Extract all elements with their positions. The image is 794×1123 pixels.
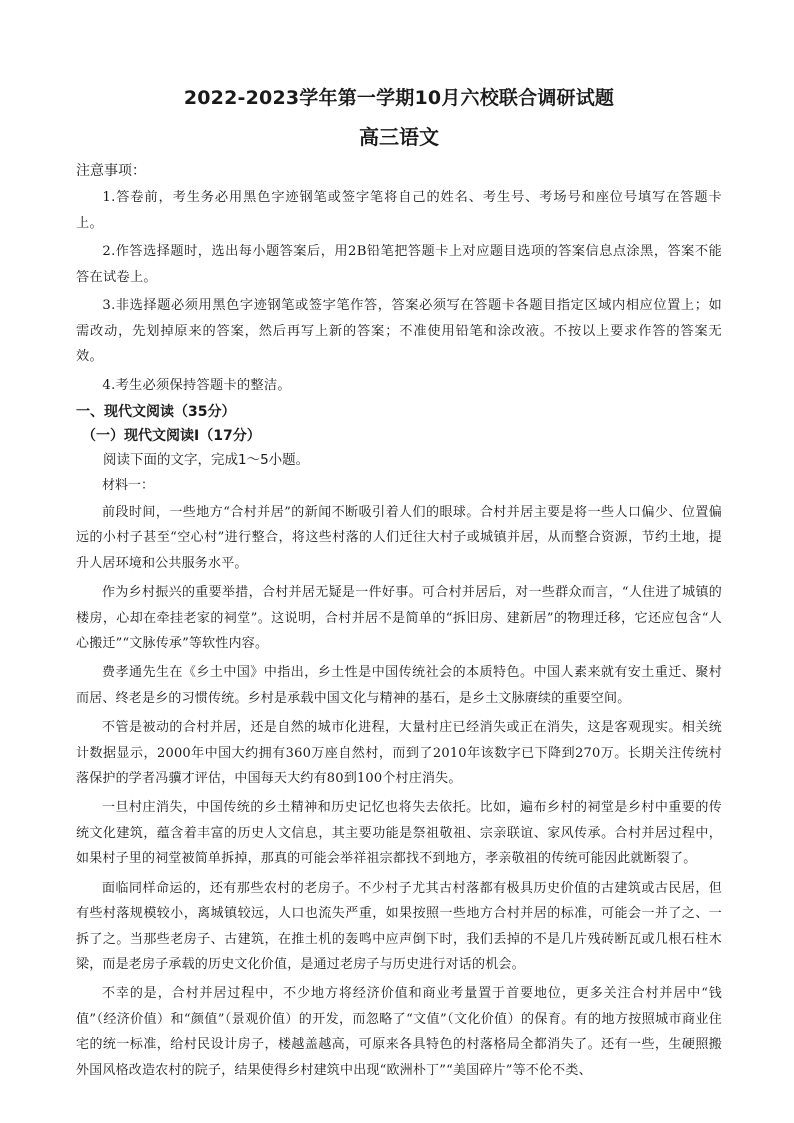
paragraph: 一旦村庄消失，中国传统的乡土精神和历史记忆也将失去依托。比如，遍布乡村的祠堂是乡村中重要的传统文化建筑，蕴含着丰富的历史人文信息，其主要功能是祭祖敬祖、宗亲联谊、家风传承。合村并居过程中，如果村子里的祠堂被简单拆掉，那真的可能会举祥祖宗都找不到地方，孝亲敬祖的传统可能因此就断裂了。 [76,800,722,867]
notice-item-1: 1.答卷前，考生务必用黑色字迹钢笔或签字笔将自己的姓名、考生号、考场号和座位号填写在答题卡上。 [76,190,722,231]
paragraph: 费孝通先生在《乡土中国》中指出，乡土性是中国传统社会的本质特色。中国人素来就有安土重迁、聚村而居、终老是乡的习惯传统。乡村是承载中国文化与精神的基石，是乡土文脉赓续的重要空间。 [76,665,722,706]
exam-title: 2022-2023学年第一学期10月六校联合调研试题 [183,87,615,109]
notice-item-2: 2.作答选择题时，选出每小题答案后，用2B铅笔把答题卡上对应题目选项的答案信息点涂黑，答案不能答在试卷上。 [76,244,722,285]
notice-item-4: 4.考生必须保持答题卡的整洁。 [102,377,291,393]
notice-item-3: 3.非选择题必须用黑色字迹钢笔或签字笔作答，答案必须写在答题卡各题目指定区域内相应位置上；如需改动，先划掉原来的答案，然后再写上新的答案；不准使用铅笔和涂改液。不按以上要求作答的答案无效。 [76,298,722,364]
exam-subject: 高三语文 [359,125,439,149]
paragraph: 前段时间，一些地方“合村并居”的新闻不断吸引着人们的眼球。合村并居主要是将一些人口偏少、位置偏远的小村子甚至“空心村”进行整合，将这些村落的人们迁往大村子或城镇并居，从而整合资源，节约土地，提升人居环境和公共服务水平。 [76,505,722,571]
paragraph: 面临同样命运的，还有那些农村的老房子。不少村子尤其古村落都有极具历史价值的古建筑或古民居，但有些村落规模较小，离城镇较远，人口也流失严重，如果按照一些地方合村并居的标准，可能会一并了之、一拆了之。当那些老房子、古建筑，在推土机的轰鸣中应声倒下时，我们丢掉的不是几片残砖断瓦或几根石柱木梁，而是老房子承载的历史文化价值，是通过老房子与历史进行对话的机会。 [76,880,722,972]
paragraph: 不幸的是，合村并居过程中，不少地方将经济价值和商业考量置于首要地位，更多关注合村并居中“钱值”（经济价值）和“颜值”（景观价值）的开发，而忽略了“文值”（文化价值）的保育。有的地方按照城市商业住宅的统一标准，给村民设计房子，楼越盖越高，可原来各具特色的村落格局全都消失了。还有一些，生硬照搬外国风格改造农村的院子，结果使得乡村建筑中出现“欧洲朴丁”“美国碎片”等不伦不类、 [76,986,722,1078]
material-label: 材料一： [102,478,155,493]
reading-instruction: 阅读下面的文字，完成1～5小题。 [103,452,310,468]
notice-heading: 注意事项： [76,163,146,179]
paragraph: 不管是被动的合村并居，还是自然的城市化进程，大量村庄已经消失或正在消失，这是客观现实。相关统计数据显示，2000年中国大约拥有360万座自然村，而到了2010年该数字已下降到270万。长期关注传统村落保护的学者冯骥才评估，中国每天大约有80到100个村庄消失。 [76,720,722,787]
paragraph: 作为乡村振兴的重要举措，合村并居无疑是一件好事。可合村并居后，对一些群众而言，“人住进了城镇的楼房，心却在牵挂老家的祠堂”。这说明，合村并居不是简单的“拆旧房、建新居”的物理迁移，它还应包含“人心搬迁”“文脉传承”等软性内容。 [76,585,722,652]
section-heading: 一、现代文阅读（35分） [76,404,236,420]
subsection-heading: （一）现代文阅读Ⅰ（17分） [82,428,261,444]
